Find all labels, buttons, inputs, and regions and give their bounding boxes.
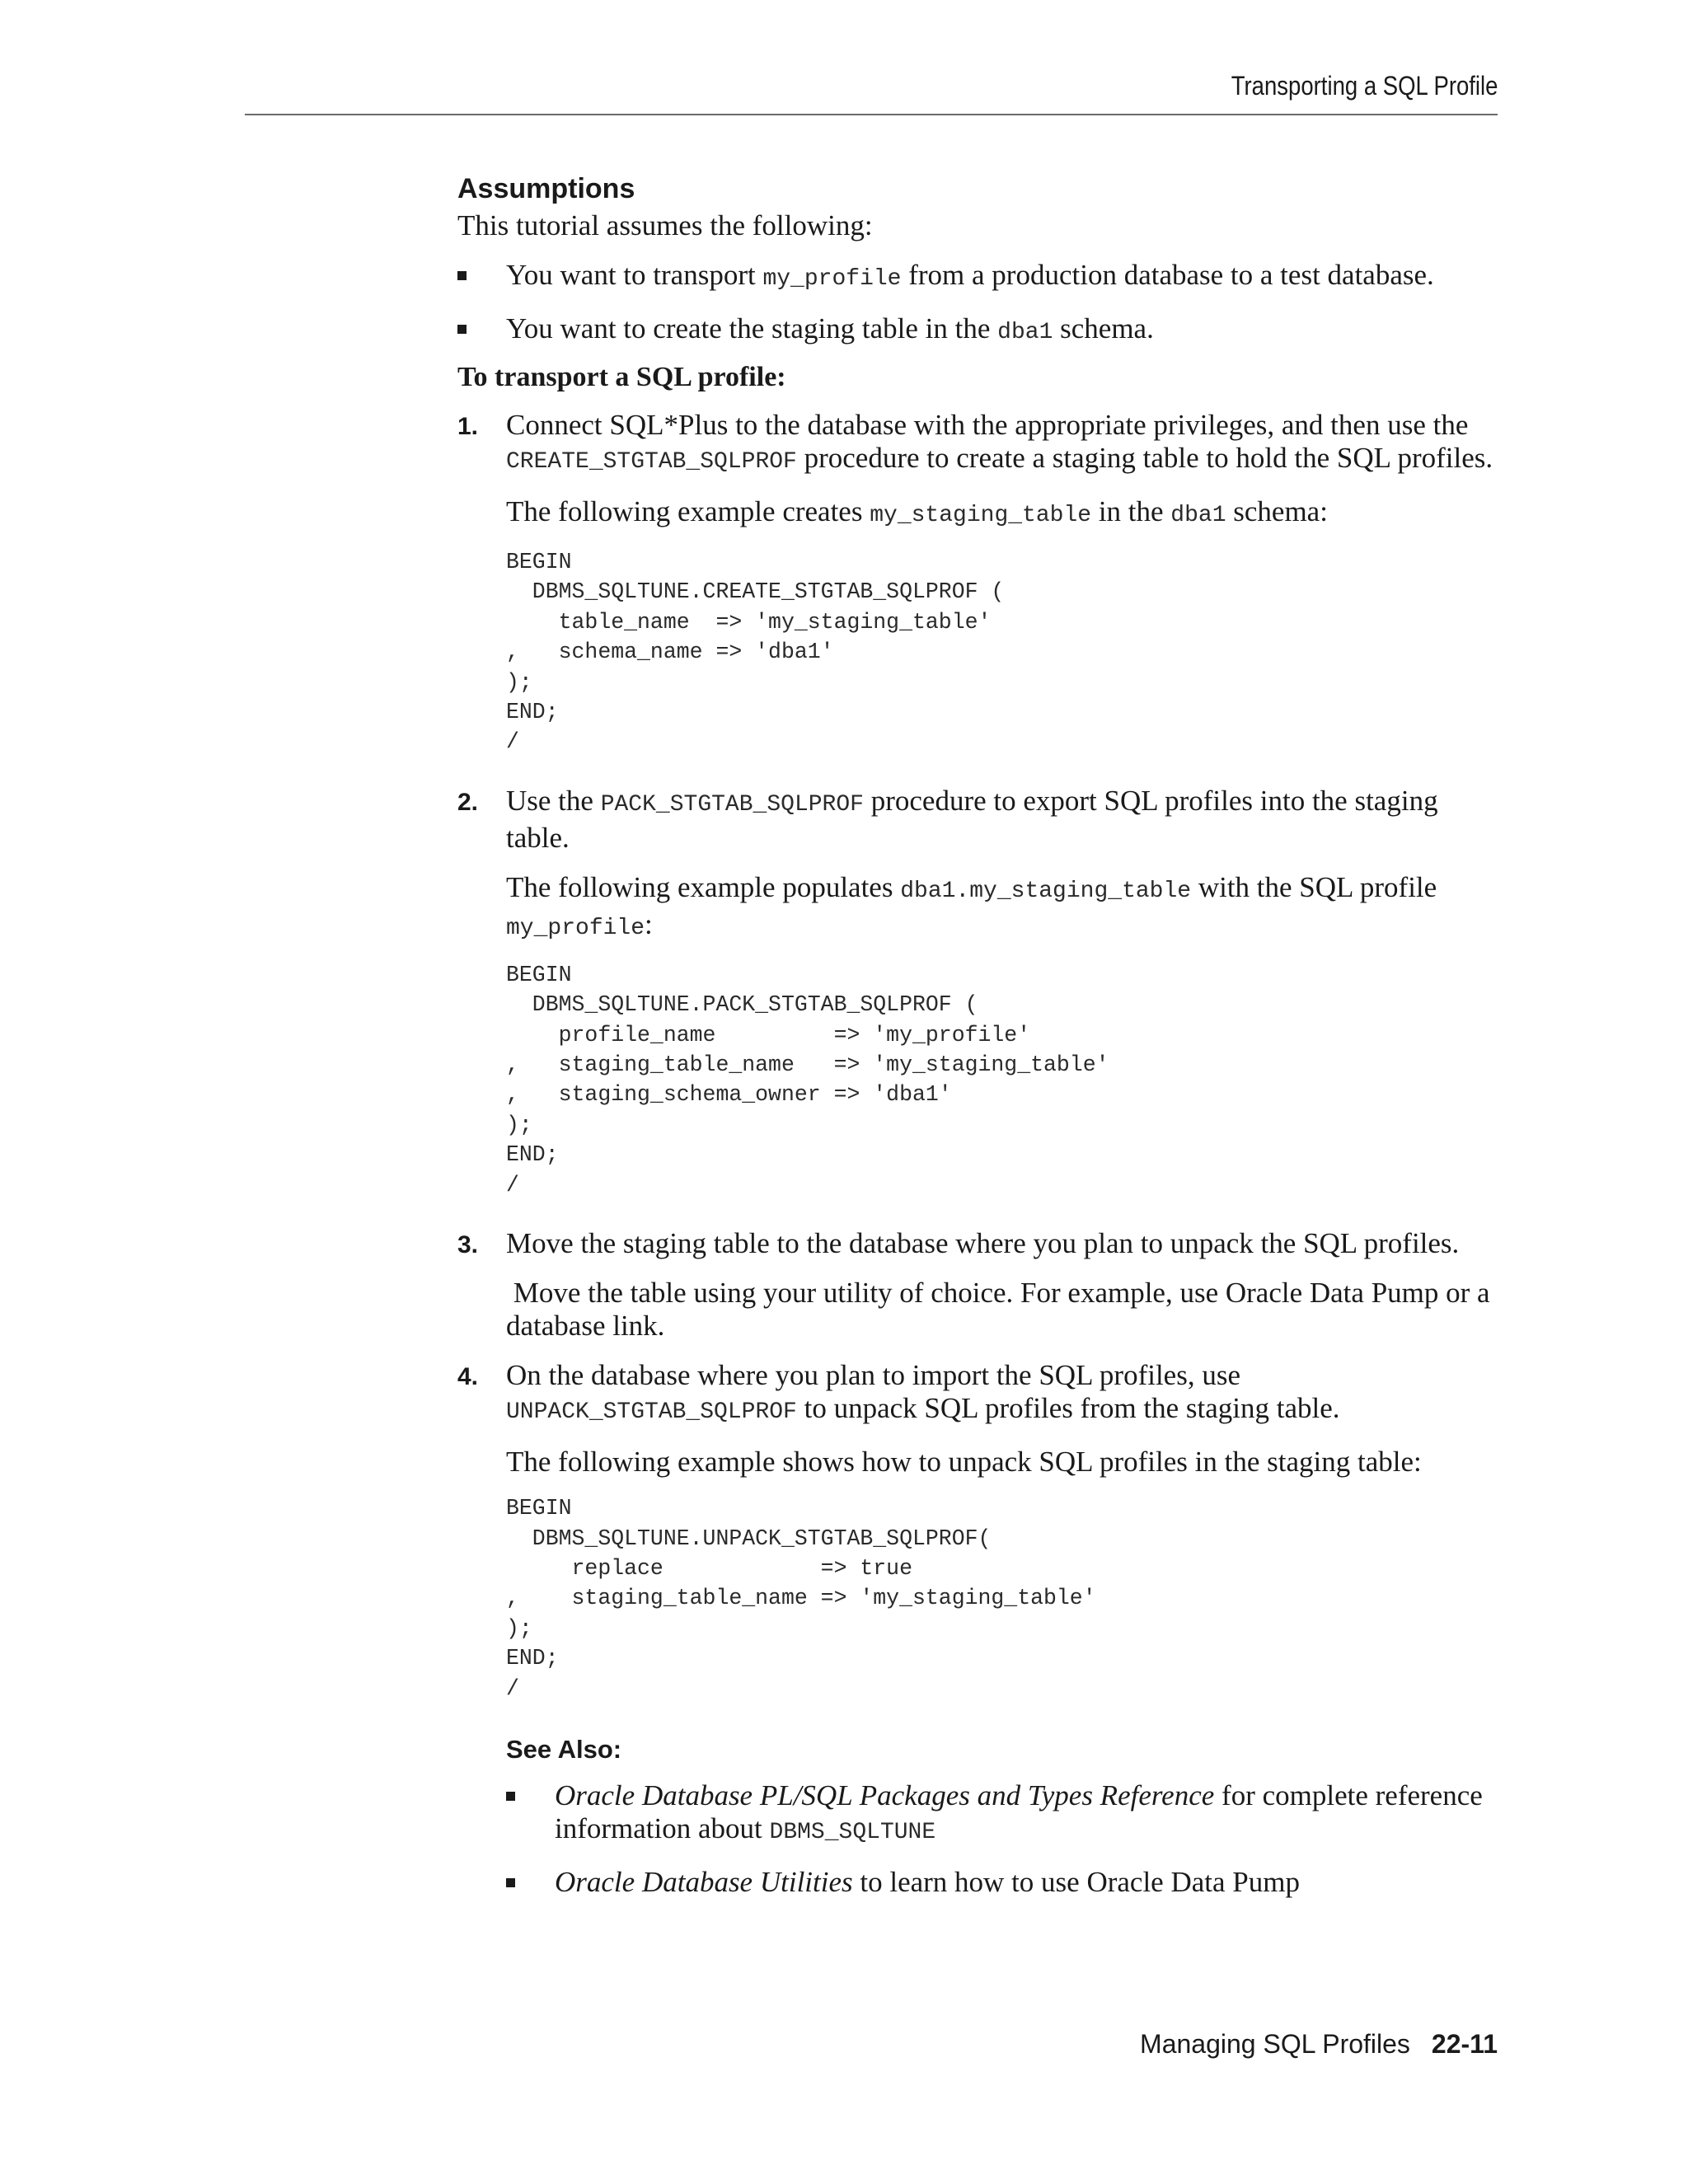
- item-text: You want to transport: [506, 259, 763, 291]
- code-block: BEGIN DBMS_SQLTUNE.CREATE_STGTAB_SQLPROF ( table_name => 'my_staging_table' , schema_name => 'dba1' ); END; /: [506, 550, 1005, 755]
- see-also-title: See Also:: [506, 1734, 622, 1764]
- square-bullet-icon: [506, 1792, 515, 1801]
- step-number: 4.: [457, 1363, 479, 1391]
- item-code: my_profile: [762, 266, 902, 292]
- inline-code: UNPACK_STGTAB_SQLPROF: [506, 1399, 797, 1426]
- assumptions-list: [457, 259, 1500, 349]
- list-item: [457, 259, 1500, 296]
- step-number: 2.: [457, 788, 479, 816]
- header-divider: [245, 114, 1498, 115]
- procedure-heading: To transport a SQL profile:: [457, 362, 786, 392]
- item-code: dba1: [997, 320, 1053, 345]
- step-4: [457, 1359, 1500, 1704]
- page-footer: [1140, 2029, 1498, 2060]
- inline-code: CREATE_STGTAB_SQLPROF: [506, 449, 797, 475]
- step-example-text: The following example populates dba1.my_staging_table with the SQL profile my_profile:: [506, 870, 1437, 941]
- step-number: 1.: [457, 413, 479, 440]
- step-1: [457, 409, 1500, 757]
- see-also-item: Oracle Database PL/SQL Packages and Types Reference for complete reference information about DBMS_SQLTUNE: [506, 1779, 1500, 1849]
- step-text: Move the staging table to the database where you plan to unpack the SQL profiles.: [506, 1227, 1460, 1260]
- step-text: Use the PACK_STGTAB_SQLPROF procedure to export SQL profiles into the staging table.: [506, 784, 1438, 854]
- inline-code: my_profile: [506, 915, 645, 941]
- page-number: 22-11: [1431, 2029, 1498, 2059]
- square-bullet-icon: [506, 1878, 515, 1887]
- item-text: schema.: [1053, 312, 1154, 344]
- item-text: from a production database to a test database.: [901, 259, 1434, 291]
- assumptions-intro: This tutorial assumes the following:: [457, 209, 873, 241]
- page-content: [457, 170, 1500, 1899]
- inline-code: dba1: [1170, 503, 1226, 528]
- step-text: Connect SQL*Plus to the database with the appropriate privileges, and then use the CREATE_STGTAB_SQLPROF procedure to create a staging table to hold the SQL profiles.: [506, 409, 1493, 475]
- square-bullet-icon: [457, 325, 467, 334]
- code-block: BEGIN DBMS_SQLTUNE.UNPACK_STGTAB_SQLPROF( replace => true , staging_table_name => 'my_staging_table' ); END; /: [506, 1496, 1096, 1701]
- see-also-item: Oracle Database Utilities to learn how to use Oracle Data Pump: [506, 1866, 1500, 1899]
- item-text: You want to create the staging table in the: [506, 312, 998, 344]
- book-title-link[interactable]: Oracle Database Utilities: [555, 1865, 853, 1898]
- running-header-title: Transporting a SQL Profile: [1231, 71, 1498, 101]
- square-bullet-icon: [457, 271, 467, 280]
- step-example-text: The following example shows how to unpack SQL profiles in the staging table:: [506, 1446, 1422, 1479]
- step-text: On the database where you plan to import the SQL profiles, use UNPACK_STGTAB_SQLPROF to unpack SQL profiles from the staging table.: [506, 1359, 1340, 1426]
- inline-code: dba1.my_staging_table: [900, 878, 1192, 904]
- inline-code: my_staging_table: [870, 503, 1092, 528]
- book-title-link[interactable]: Oracle Database PL/SQL Packages and Types Reference: [555, 1779, 1215, 1811]
- code-block: BEGIN DBMS_SQLTUNE.PACK_STGTAB_SQLPROF ( profile_name => 'my_profile' , staging_table_name => 'my_staging_table' , staging_schema_owner => 'dba1' ); END; /: [506, 962, 1109, 1197]
- assumptions-heading: Assumptions: [457, 173, 635, 204]
- step-2: [457, 785, 1500, 1200]
- see-also-box: [457, 1733, 1500, 1899]
- step-example-text: The following example creates my_staging_table in the dba1 schema:: [506, 495, 1328, 528]
- step-note: Move the table using your utility of choice. For example, use Oracle Data Pump or a database link.: [506, 1277, 1498, 1343]
- list-item: [457, 312, 1500, 349]
- step-number: 3.: [457, 1231, 479, 1259]
- step-3: [457, 1227, 1500, 1343]
- inline-code: PACK_STGTAB_SQLPROF: [600, 791, 864, 818]
- inline-code: DBMS_SQLTUNE: [769, 1819, 936, 1845]
- footer-chapter: Managing SQL Profiles: [1140, 2029, 1410, 2059]
